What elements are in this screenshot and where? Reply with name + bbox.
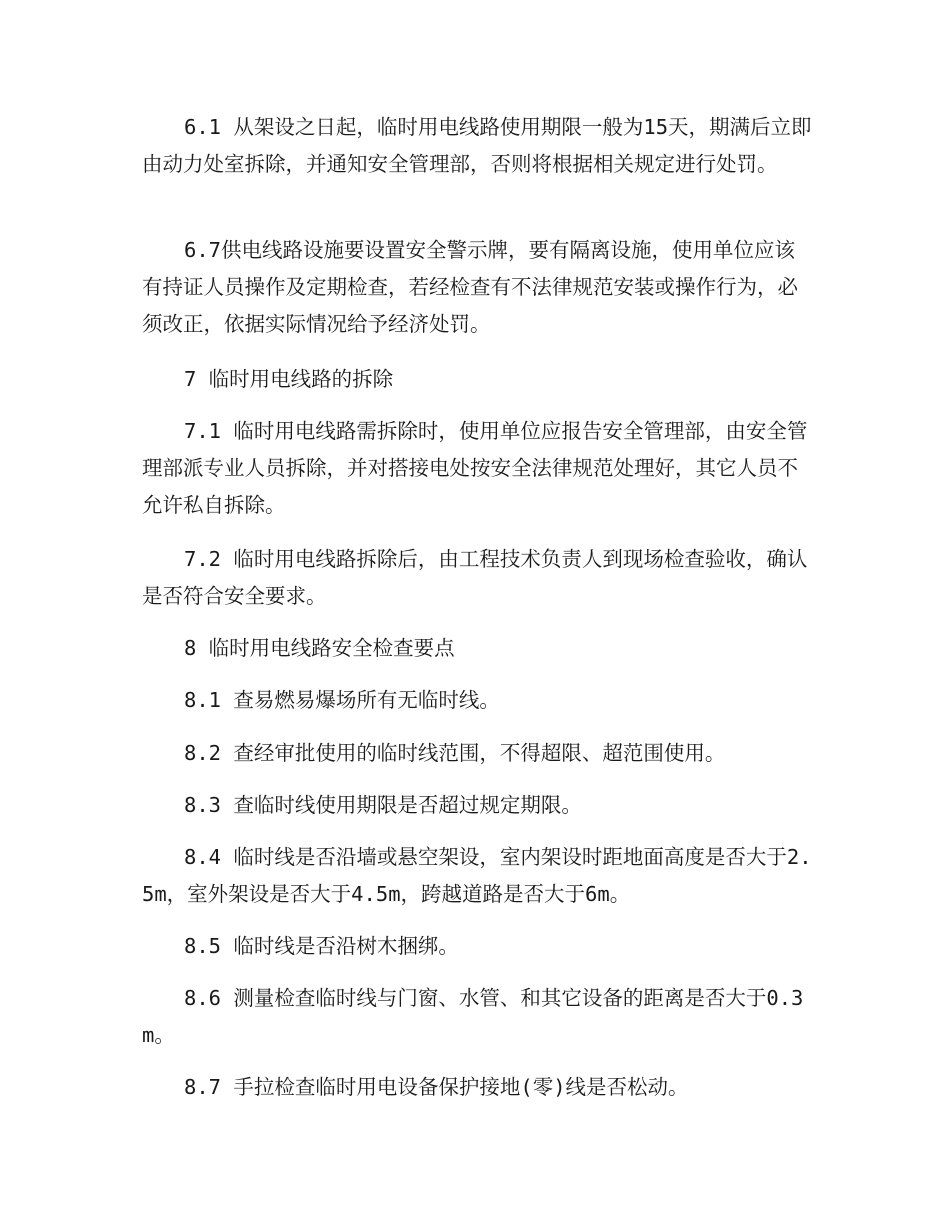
paragraph-8-3: 8.3 查临时线使用期限是否超过规定期限。 <box>184 793 582 817</box>
paragraph-8-7: 8.7 手拉检查临时用电设备保护接地(零)线是否松动。 <box>184 1075 689 1099</box>
paragraph-7-2: 7.2 临时用电线路拆除后，由工程技术负责人到现场检查验收，确认是否符合安全要求。 <box>142 547 808 608</box>
section-heading-8: 8 临时用电线路安全检查要点 <box>184 636 455 660</box>
section-heading-7: 7 临时用电线路的拆除 <box>184 367 394 391</box>
paragraph-8-2: 8.2 查经审批使用的临时线范围，不得超限、超范围使用。 <box>184 741 726 765</box>
paragraph-6-7: 6.7供电线路设施要设置安全警示牌，要有隔离设施，使用单位应该有持证人员操作及定期检查，若经检查有不法律规范安装或操作行为，必须改正，依据实际情况给予经济处罚。 <box>142 238 798 336</box>
paragraph-8-5: 8.5 临时线是否沿树木捆绑。 <box>184 934 459 958</box>
paragraph-7-1: 7.1 临时用电线路需拆除时，使用单位应报告安全管理部，由安全管理部派专业人员拆除，并对搭接电处按安全法律规范处理好，其它人员不允许私自拆除。 <box>142 419 808 517</box>
paragraph-8-6: 8.6 测量检查临时线与门窗、水管、和其它设备的距离是否大于0.3m。 <box>142 986 804 1047</box>
paragraph-8-4: 8.4 临时线是否沿墙或悬空架设，室内架设时距地面高度是否大于2.5m，室外架设是否大于4.5m，跨越道路是否大于6m。 <box>142 845 812 906</box>
paragraph-6-1: 6.1 从架设之日起，临时用电线路使用期限一般为15天，期满后立即由动力处室拆除，并通知安全管理部，否则将根据相关规定进行处罚。 <box>142 115 812 176</box>
paragraph-8-1: 8.1 查易燃易爆场所有无临时线。 <box>184 688 500 712</box>
